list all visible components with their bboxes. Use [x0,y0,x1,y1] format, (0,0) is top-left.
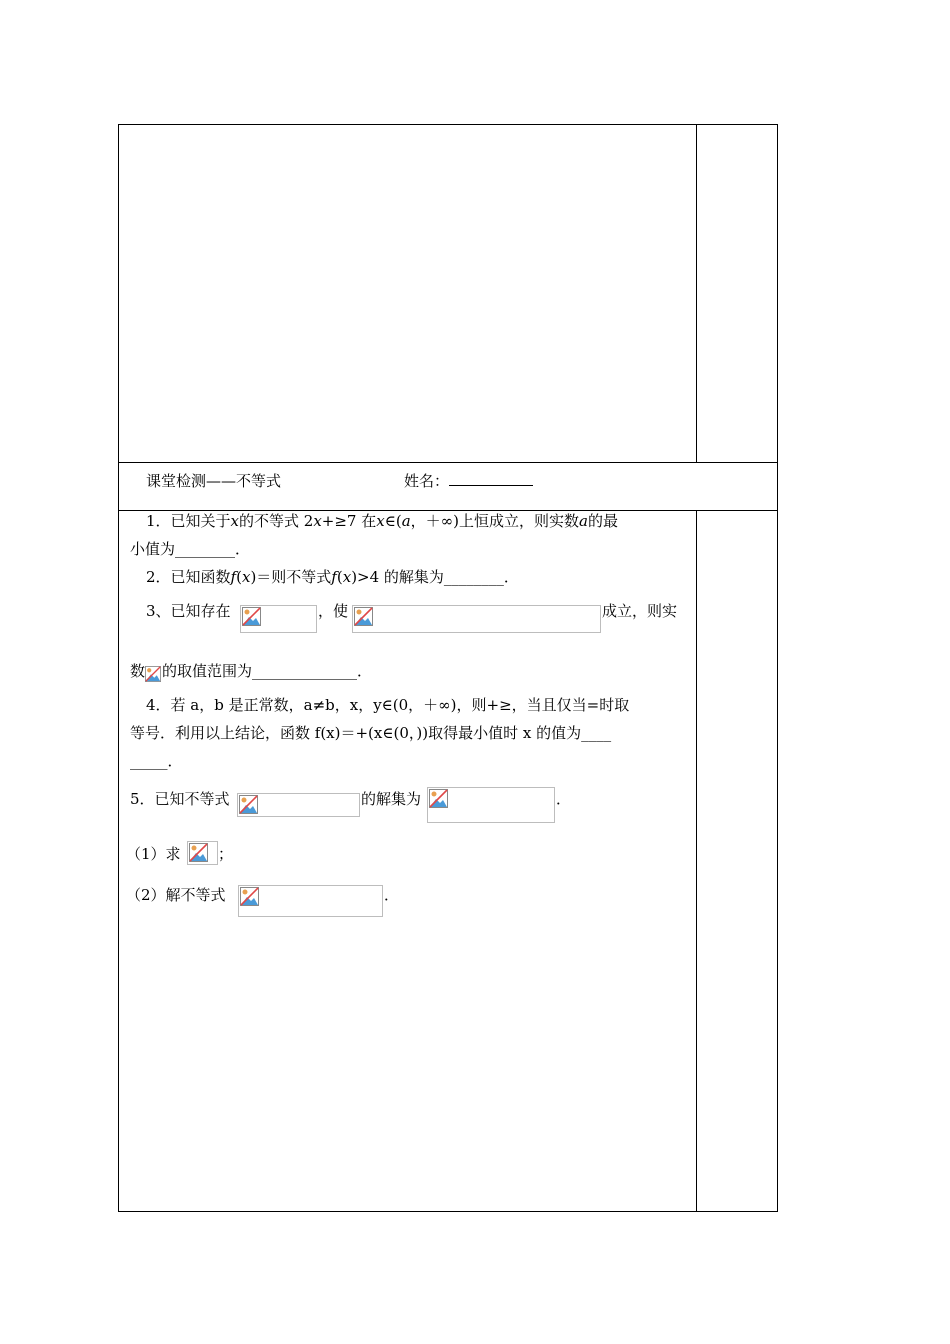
q2-text: 2．已知函数 [146,568,231,586]
broken-image-icon [239,795,258,814]
question-3-line-2: 的取值范围为______________． [162,662,373,680]
table-border-top [118,124,778,125]
q2-var: x [241,568,251,586]
question-5-middle: 的解集为 [361,790,422,808]
question-4-line-1: 4．若 a，b 是正常数，a≠b，x，y∈(0，＋∞)，则+≥，当且仅当=时取 [146,696,630,714]
question-5-part-1: （1）求 [126,845,181,863]
question-3-line-2-prefix: 数 [130,662,146,680]
q2-var: x [342,568,352,586]
question-5-suffix: ． [556,790,572,808]
q2-var: f [230,568,237,586]
q2-text: ( [236,568,242,586]
formula-image-placeholder [240,605,317,633]
q1-text: 的最 [587,512,618,530]
q1-var: x [230,512,240,530]
broken-image-icon [240,887,259,906]
name-blank[interactable] [449,471,533,486]
question-5-part-2: （2）解不等式 [126,886,226,904]
formula-image-placeholder [187,841,218,865]
q1-var: x [313,512,322,530]
q2-text: )＝则不等式 [250,568,332,586]
name-label-text: 姓名： [404,472,450,490]
q1-text: ∈( [384,512,402,530]
question-1-line-1 [146,511,618,531]
question-1-line-2: 小值为________． [130,540,251,558]
formula-image-placeholder [427,787,555,823]
question-3-suffix: 成立，则实 [602,602,678,620]
q1-text: +≥7 在 [321,512,377,530]
table-border-right [777,124,778,1212]
formula-image-placeholder [352,605,601,633]
q2-var: f [331,568,337,586]
table-divider-upper [696,124,697,462]
table-border-left [118,124,119,1212]
formula-image-placeholder [237,793,360,817]
table-row-separator-1 [118,462,778,463]
table-border-bottom [118,1211,778,1212]
q2-text: ( [336,568,343,586]
broken-image-icon [429,789,448,808]
broken-image-icon [242,607,261,626]
question-2 [146,567,519,587]
broken-image-icon [145,665,161,683]
question-3-middle: ，使 [318,602,349,620]
name-label [404,471,533,491]
q1-var: a [401,512,411,530]
question-5-part-1-suffix: ； [218,845,234,863]
table-divider-lower [696,510,697,1211]
question-5-prefix: 5．已知不等式 [130,790,230,808]
q1-text: ，＋∞)上恒成立，则实数 [410,512,579,530]
question-4-line-3: _____． [130,752,183,770]
question-5-part-2-suffix: ． [384,886,400,904]
section-title: 课堂检测——不等式 [146,472,282,490]
q1-var: a [579,512,588,530]
question-4-line-2: 等号．利用以上结论，函数 f(x)＝+(x∈(0，))取得最小值时 x 的值为____ [130,724,612,742]
question-3-prefix: 3、已知存在 [146,602,231,620]
q1-var: x [376,512,385,530]
broken-image-icon [354,607,373,626]
formula-image-placeholder [238,885,383,917]
broken-image-icon [189,843,208,862]
q2-text: )>4 的解集为________． [351,568,519,586]
q1-text: 的不等式 2 [239,512,314,530]
q1-text: 1．已知关于 [146,512,231,530]
